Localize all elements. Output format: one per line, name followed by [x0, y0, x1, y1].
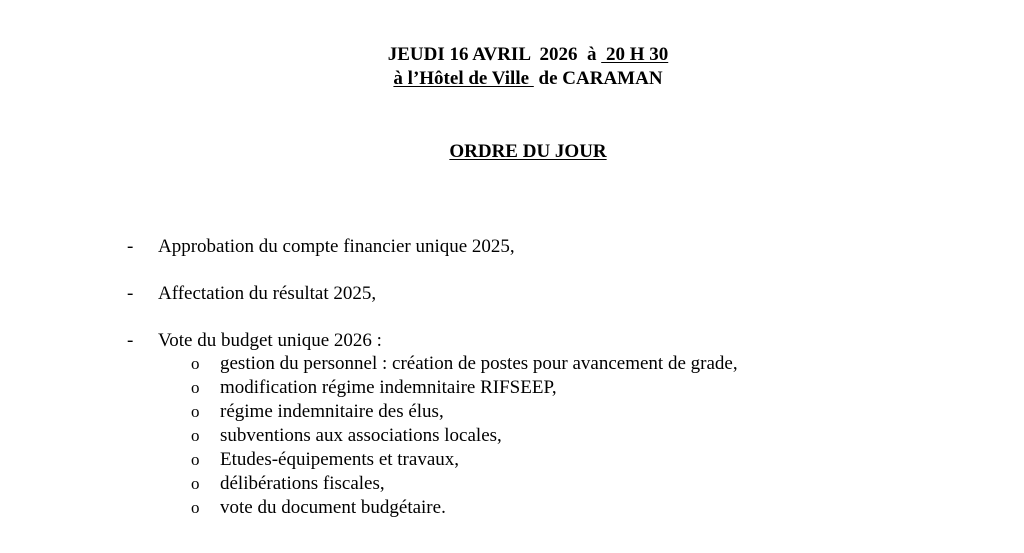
sub-bullet-icon: o — [191, 450, 200, 469]
sub-bullet-icon: o — [191, 426, 200, 445]
meeting-venue: à l’Hôtel de Ville — [393, 68, 534, 89]
sub-item-regime-elus: régime indemnitaire des élus, — [220, 401, 444, 422]
page-title: ORDRE DU JOUR — [449, 141, 607, 162]
meeting-town: de CARAMAN — [533, 68, 663, 89]
meeting-venue-line — [16, 68, 1024, 90]
agenda-item-affectation-resultat: Affectation du résultat 2025, — [158, 283, 377, 304]
sub-bullet-icon: o — [191, 354, 200, 373]
sub-bullet-icon: o — [191, 402, 200, 421]
agenda-item-vote-budget: Vote du budget unique 2026 : — [158, 330, 382, 351]
meeting-time: 20 H 30 — [601, 44, 669, 65]
sub-item-subventions: subventions aux associations locales, — [220, 425, 502, 446]
sub-item-etudes-equipements: Etudes-équipements et travaux, — [220, 449, 460, 470]
list-item-dash: - — [127, 330, 134, 351]
sub-item-deliberations-fiscales: délibérations fiscales, — [220, 473, 385, 494]
sub-item-document-budgetaire: vote du document budgétaire. — [220, 497, 446, 518]
meeting-date-line — [16, 44, 1024, 66]
sub-item-rifseep: modification régime indemnitaire RIFSEEP, — [220, 377, 557, 398]
list-item-dash: - — [127, 283, 134, 304]
sub-bullet-icon: o — [191, 498, 200, 517]
meeting-date: JEUDI 16 AVRIL 2026 à — [387, 44, 602, 65]
sub-bullet-icon: o — [191, 378, 200, 397]
sub-bullet-icon: o — [191, 474, 200, 493]
agenda-item-compte-financier: Approbation du compte financier unique 2025, — [158, 236, 515, 257]
sub-item-gestion-personnel: gestion du personnel : création de postes pour avancement de grade, — [220, 353, 738, 374]
list-item-dash: - — [127, 236, 134, 257]
